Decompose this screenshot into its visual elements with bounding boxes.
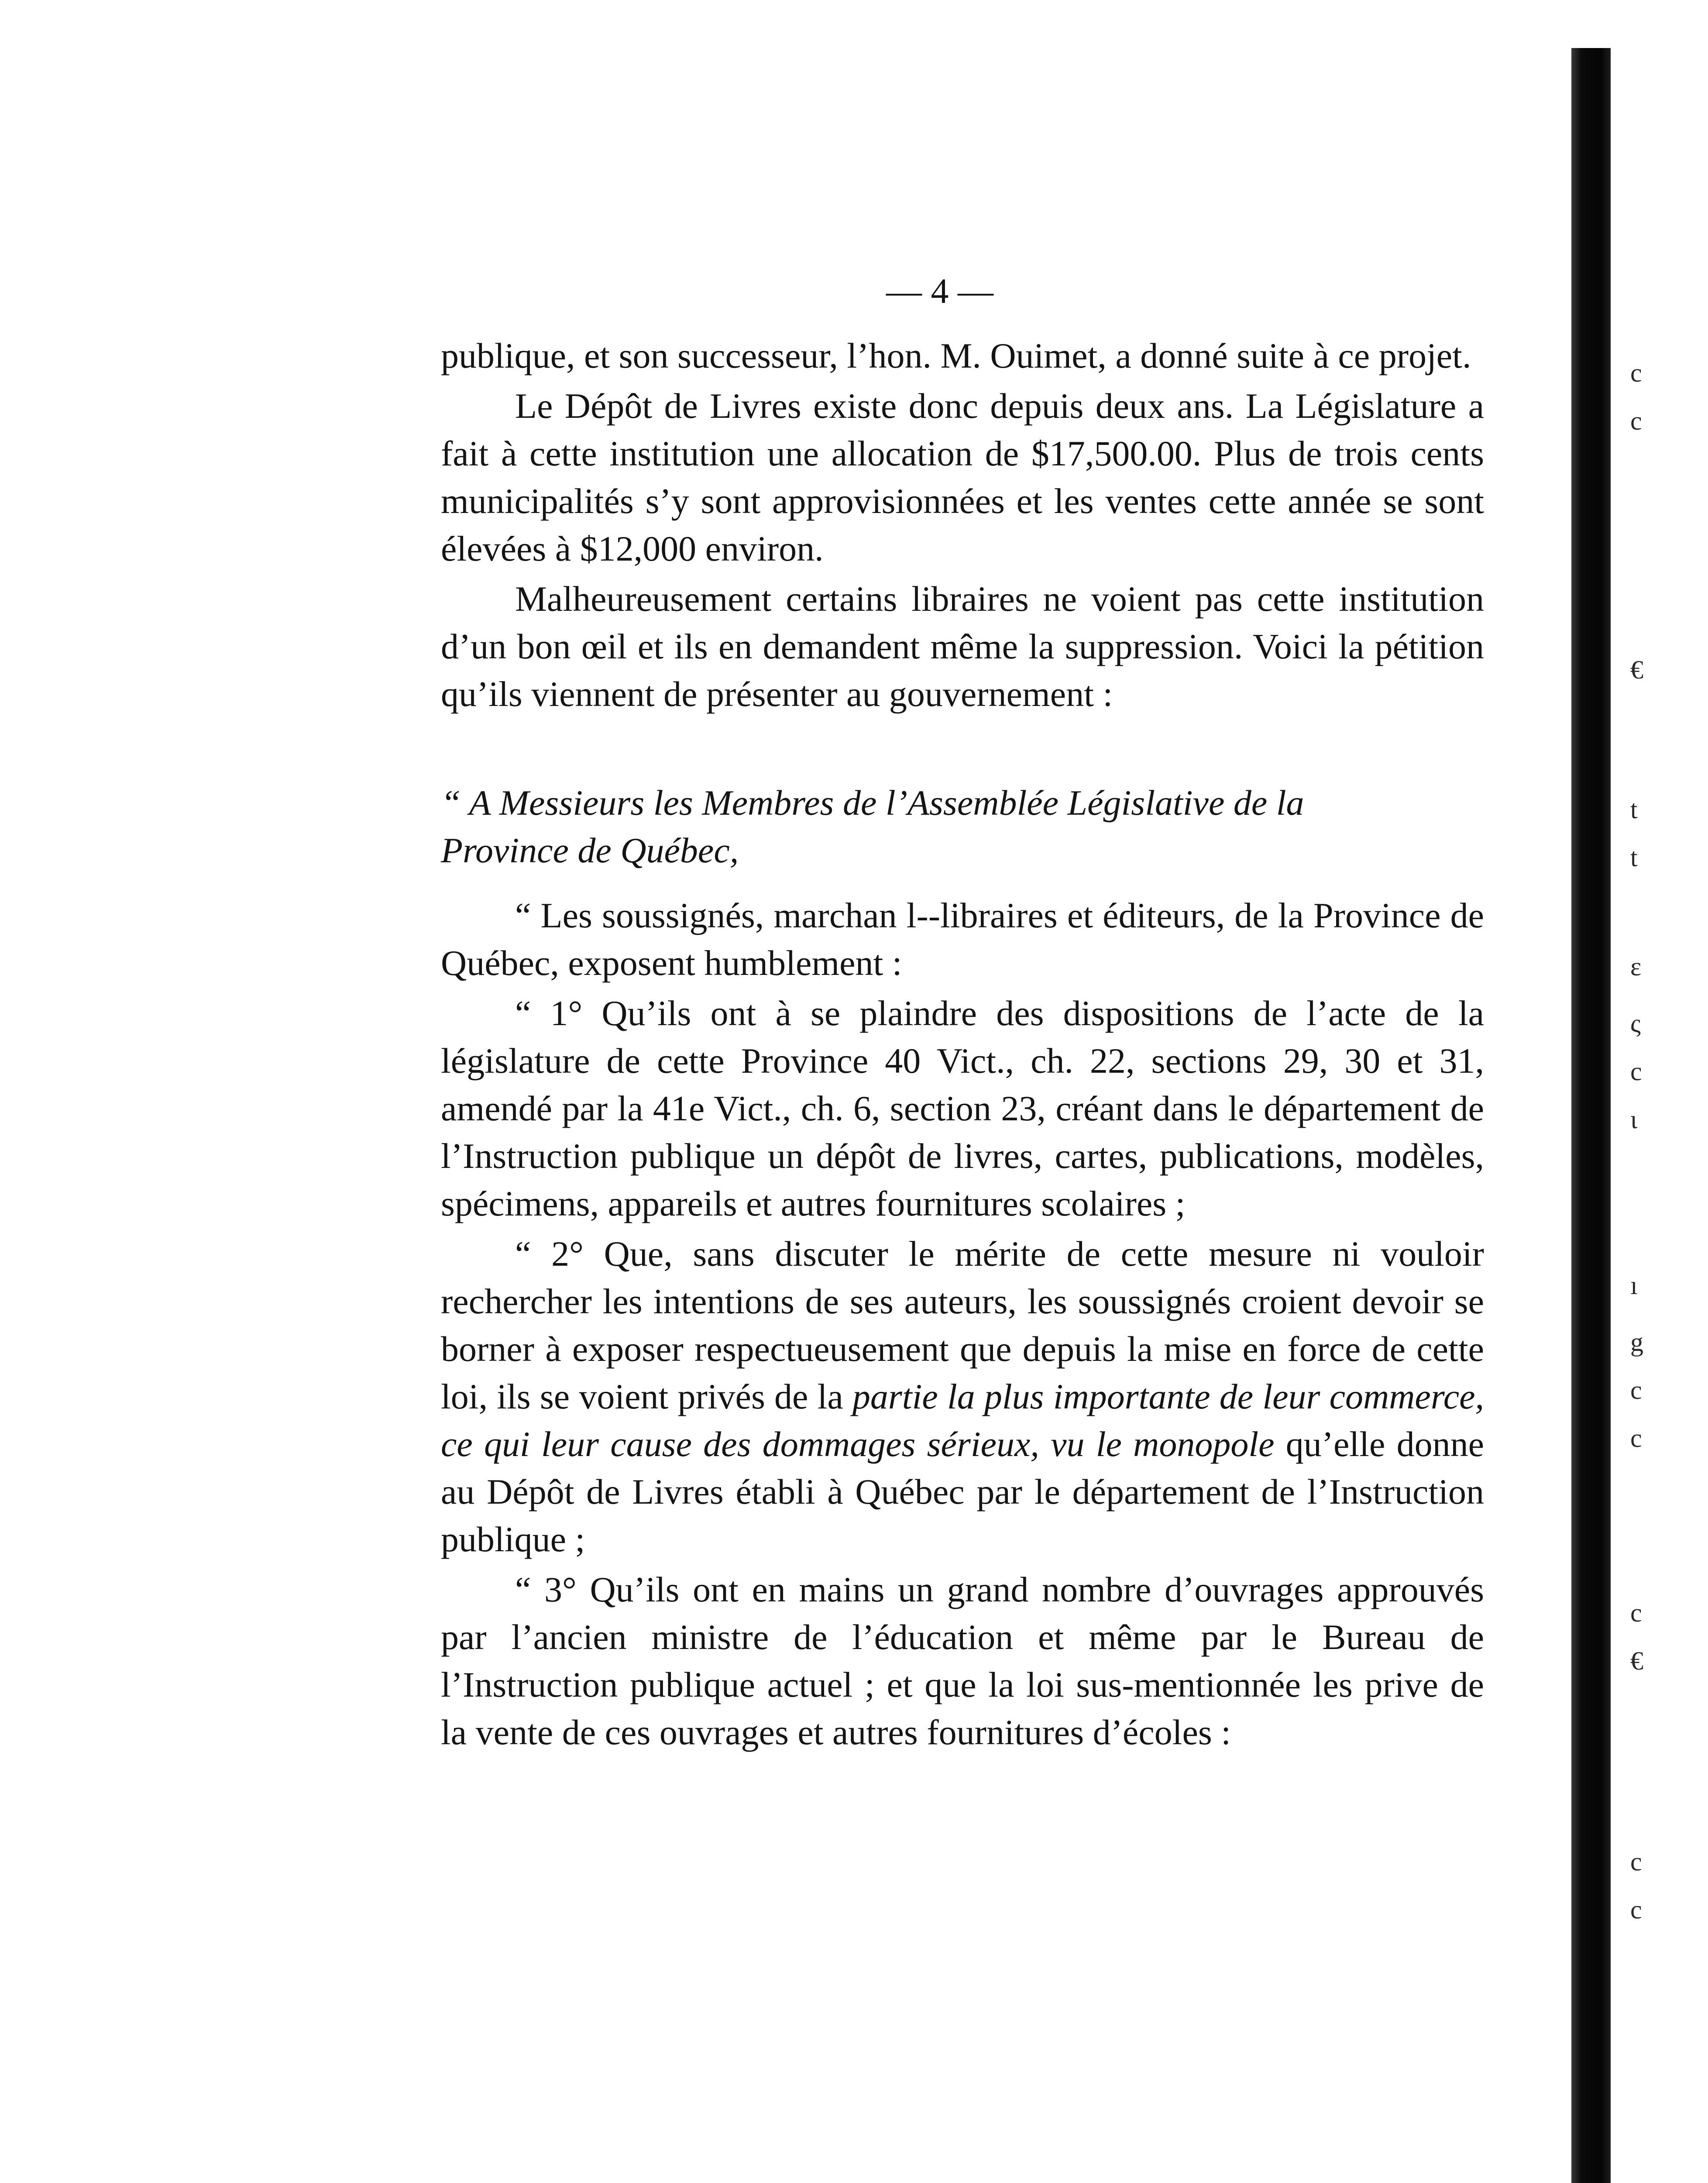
page-number: — 4 — (886, 271, 993, 311)
petition-address-line-2: Province de Québec, (441, 830, 739, 870)
bleed-mark: € (1630, 655, 1643, 684)
bleed-mark: t (1630, 795, 1638, 824)
bleed-mark: g (1630, 1328, 1643, 1357)
bleed-mark: € (1630, 1646, 1643, 1675)
petition-item-3: “ 3° Qu’ils ont en mains un grand nombre d’ouvrages approuvés par l’ancien ministre de l’éducation et même par le Bureau de l’Instruction publique actuel ; et que la loi sus-mentionnée les prive de la vente de ces ouvrages et autres fournitures d’écoles : (441, 1570, 1484, 1752)
bleed-mark: ς (1630, 1009, 1641, 1038)
paragraph-3: Malheureusement certains libraires ne voient pas cette institution d’un bon œil et ils en demandent même la suppression. Voici la pétition qu’ils viennent de présenter au gouvernement : (441, 579, 1484, 714)
paragraph-2: Le Dépôt de Livres existe donc depuis deux ans. La Législature a fait à cette institution une allocation de $17,500.00. Plus de trois cents municipalités s’y sont approvisionnées et les ventes cette année se sont élevées à $12,000 environ. (441, 386, 1484, 568)
petition-item-2 (441, 1230, 1484, 1563)
bleed-mark: c (1630, 1598, 1642, 1627)
bleed-mark: c (1630, 1376, 1642, 1405)
paragraph-1: publique, et son successeur, l’hon. M. Ouimet, a donné suite à ce projet. (441, 336, 1471, 375)
bleed-mark: c (1630, 1895, 1642, 1924)
bleed-mark: c (1630, 1847, 1642, 1876)
petition-item-2-end: qu’elle donne au Dépôt de Livres établi à Québec par le département de l’Instruction publique ; (441, 1424, 1484, 1559)
bleed-mark: c (1630, 1424, 1642, 1453)
bleed-mark: ı (1630, 1271, 1638, 1300)
bleed-mark: c (1630, 358, 1642, 387)
bleed-mark: ε (1630, 952, 1642, 981)
bleed-mark: t (1630, 843, 1638, 872)
petition-item-2-start: “ 2° Que, sans discuter le mérite de cette mesure ni vouloir rechercher les intentions de ses auteurs, les soussignés croient devoir se borner à exposer respectueusement que depuis la mise en force de cette loi, ils se voient privés de la (441, 1234, 1484, 1416)
bleed-mark: c (1630, 1057, 1642, 1086)
petition-address-line-1: “ A Messieurs les Membres de l’Assemblée Législative de la (441, 783, 1304, 823)
petition-address (441, 779, 1484, 874)
bleed-mark: c (1630, 406, 1642, 435)
bleed-mark: ι (1630, 1105, 1638, 1134)
petition-item-1: “ 1° Qu’ils ont à se plaindre des dispositions de l’acte de la législature de cette Province 40 Vict., ch. 22, sections 29, 30 et 31, amendé par la 41e Vict., ch. 6, section 23, créant dans le département de l’Instruction publique un dépôt de livres, cartes, publications, modèles, spécimens, appareils et autres fournitures scolaires ; (441, 993, 1484, 1223)
petition-item-2-italic: partie la plus importante de leur commerce, ce qui leur cause des dommages sérieux, vu le monopole (441, 1377, 1484, 1464)
page-body (441, 266, 1484, 1756)
scan-binding-shadow (1571, 48, 1611, 2183)
petition-intro: “ Les soussignés, marchan l--libraires et éditeurs, de la Province de Québec, exposent humblement : (441, 895, 1484, 983)
